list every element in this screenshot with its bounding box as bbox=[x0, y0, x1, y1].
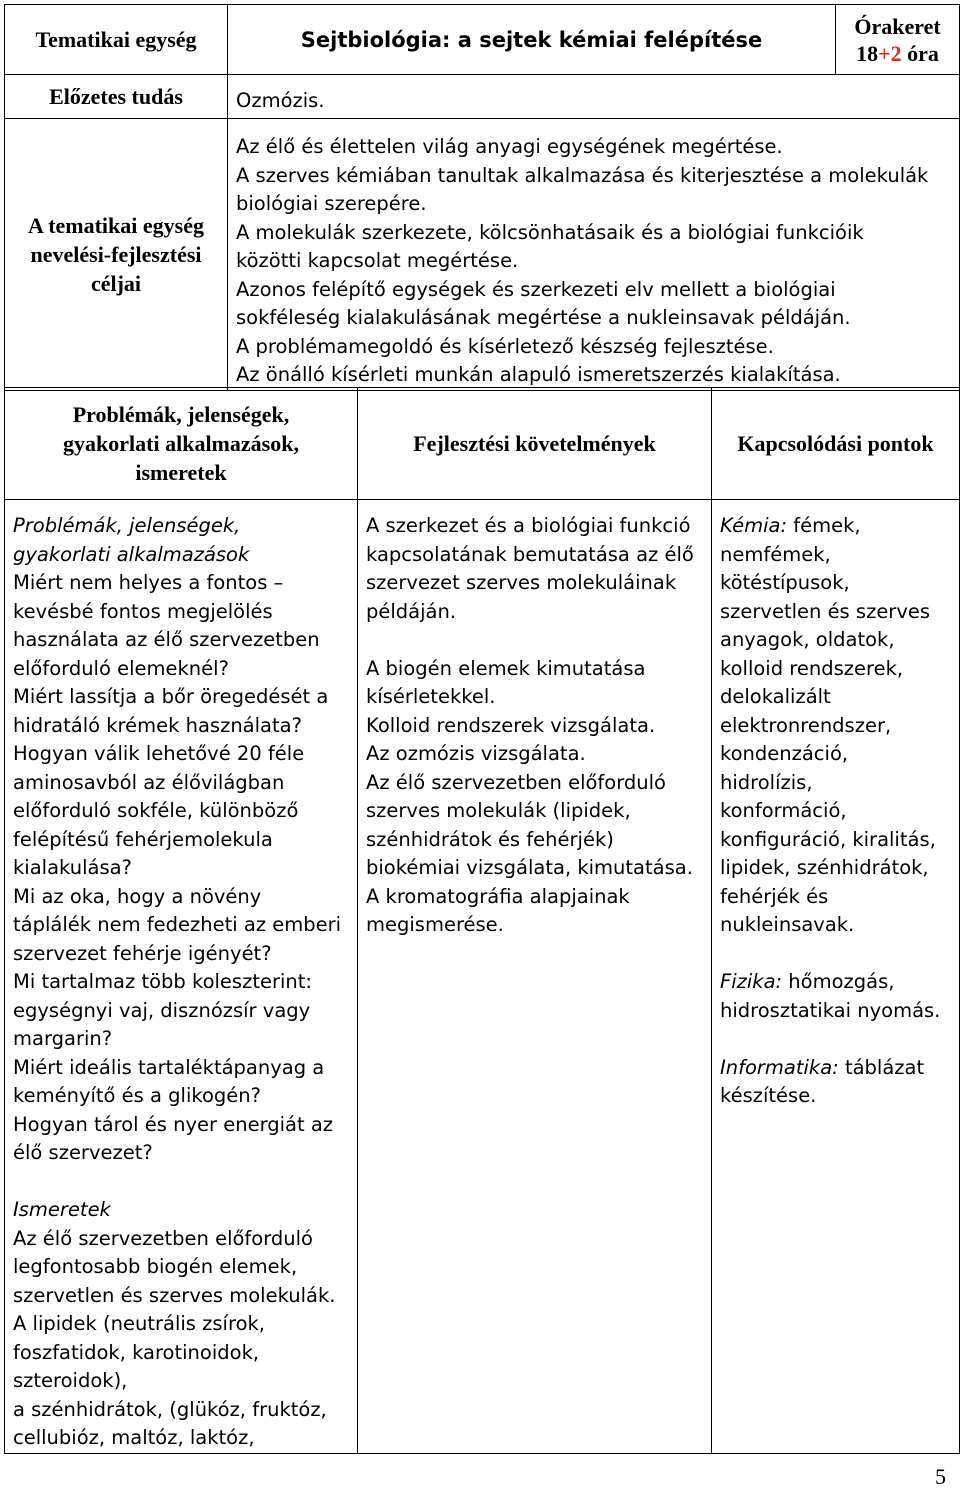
problem-line: keményítő és a glikogén? bbox=[13, 1084, 262, 1107]
unit-label: Tematikai egység bbox=[35, 26, 197, 52]
connection-line: konformáció, bbox=[720, 799, 847, 822]
page-number: 5 bbox=[935, 1464, 946, 1489]
goal-line: A szerves kémiában tanultak alkalmazása és kiterjesztése a molekulák bbox=[236, 163, 929, 187]
knowledge-line: legfontosabb biogén elemek, bbox=[13, 1255, 298, 1278]
knowledge-line: foszfatidok, karotinoidok, bbox=[13, 1340, 260, 1364]
problem-line: táplálék nem fedezheti az emberi bbox=[13, 913, 342, 936]
connection-line: készítése. bbox=[720, 1084, 817, 1107]
prior-knowledge-value: Ozmózis. bbox=[236, 89, 325, 112]
problems-title: Problémák, jelenségek, bbox=[13, 514, 241, 537]
problem-line: Miért nem helyes a fontos – bbox=[13, 571, 284, 594]
goals-label-line: A tematikai egység bbox=[28, 212, 204, 238]
knowledge-line: A lipidek (neutrális zsírok, bbox=[13, 1312, 265, 1335]
problem-line: Miért lassítja a bőr öregedését a bbox=[13, 685, 329, 708]
spacer bbox=[720, 1025, 951, 1054]
spacer bbox=[720, 940, 951, 969]
problem-line: Miért ideális tartaléktápanyag a bbox=[13, 1055, 325, 1079]
physics-connection: Fizika: hőmozgás, bbox=[720, 970, 895, 993]
goals-label-cell bbox=[5, 119, 228, 391]
problem-line: Hogyan tárol és nyer energiát az bbox=[13, 1112, 334, 1136]
requirement-line: Kolloid rendszerek vizsgálata. bbox=[366, 713, 656, 737]
informatics-subject: Informatika: bbox=[720, 1055, 839, 1079]
prior-knowledge-label: Előzetes tudás bbox=[49, 83, 183, 109]
requirement-line: szervezet szerves molekuláinak bbox=[366, 571, 677, 594]
goal-line: sokféleség kialakulásának megértése a nukleinsavak példáján. bbox=[236, 306, 851, 329]
hours-plus: +2 bbox=[878, 40, 902, 66]
unit-label-cell bbox=[5, 5, 228, 75]
problem-line: szervezet fehérje igényét? bbox=[13, 941, 272, 965]
requirement-line: A biogén elemek kimutatása bbox=[366, 656, 646, 680]
connection-line: hidrosztatikai nyomás. bbox=[720, 998, 941, 1022]
requirement-line: szerves molekulák (lipidek, bbox=[366, 799, 631, 822]
requirement-line: biokémiai vizsgálata, kimutatása. bbox=[366, 856, 693, 879]
connection-line: hidrolízis, bbox=[720, 770, 813, 794]
problem-line: Hogyan válik lehetővé 20 féle bbox=[13, 742, 305, 765]
hours-label: Órakeret bbox=[854, 13, 941, 39]
chemistry-connection: Kémia: fémek, bbox=[720, 514, 861, 537]
goals-label-line: céljai bbox=[90, 270, 142, 296]
knowledge-line: Az élő szervezetben előforduló bbox=[13, 1226, 313, 1250]
unit-title-cell bbox=[228, 5, 836, 75]
informatics-connection: Informatika: táblázat bbox=[720, 1055, 925, 1079]
connection-line: kolloid rendszerek, bbox=[720, 656, 904, 680]
requirement-line: A szerkezet és a biológiai funkció bbox=[366, 514, 691, 537]
requirement-line: megismerése. bbox=[366, 913, 504, 936]
problem-line: hidratáló krémek használata? bbox=[13, 713, 302, 737]
requirements-cell bbox=[358, 500, 712, 1454]
connection-line: kötéstípusok, bbox=[720, 571, 850, 594]
problem-line: előforduló sokféle, különböző bbox=[13, 799, 299, 822]
requirement-line: Az élő szervezetben előforduló bbox=[366, 770, 666, 794]
hours-value: 18+2 óra bbox=[856, 40, 939, 66]
knowledge-line: szteroidok), bbox=[13, 1369, 128, 1392]
col-header-requirements: Fejlesztési követelmények bbox=[358, 388, 712, 500]
connections-cell bbox=[712, 500, 960, 1454]
requirement-line: Az ozmózis vizsgálata. bbox=[366, 742, 586, 765]
knowledge-line: a szénhidrátok, (glükóz, fruktóz, bbox=[13, 1397, 327, 1421]
header-table bbox=[4, 4, 960, 391]
problem-line: Mi az oka, hogy a növény bbox=[13, 884, 262, 908]
connection-line: nemfémek, bbox=[720, 542, 831, 566]
problem-line: aminosavból az élővilágban bbox=[13, 770, 285, 794]
goal-line: Az önálló kísérleti munkán alapuló ismeretszerzés kialakítása. bbox=[236, 363, 841, 386]
prior-knowledge-label-cell bbox=[5, 75, 228, 119]
problem-line: margarin? bbox=[13, 1027, 113, 1050]
problems-cell bbox=[5, 500, 358, 1454]
problem-line: használata az élő szervezetben bbox=[13, 628, 320, 651]
problem-line: Mi tartalmaz több koleszterint: bbox=[13, 970, 312, 993]
spacer bbox=[13, 1168, 349, 1197]
connection-line: elektronrendszer, bbox=[720, 713, 892, 737]
prior-knowledge-value-cell bbox=[228, 75, 960, 119]
chemistry-subject: Kémia: bbox=[720, 514, 788, 537]
problem-line: élő szervezet? bbox=[13, 1141, 153, 1164]
knowledge-title: Ismeretek bbox=[13, 1198, 111, 1221]
goal-line: A molekulák szerkezete, kölcsönhatásaik és a biológiai funkcióik bbox=[236, 220, 864, 244]
problem-line: egységnyi vaj, disznózsír vagy bbox=[13, 998, 311, 1022]
requirement-line: példáján. bbox=[366, 599, 457, 623]
requirement-line: A kromatográfia alapjainak bbox=[366, 884, 630, 908]
problem-line: kevésbé fontos megjelölés bbox=[13, 599, 273, 623]
requirement-line: szénhidrátok és fehérjék) bbox=[366, 827, 614, 851]
knowledge-line: szervetlen és szerves molekulák. bbox=[13, 1283, 336, 1307]
connection-line: anyagok, oldatok, bbox=[720, 628, 895, 651]
spacer bbox=[366, 626, 703, 655]
goal-line: Az élő és élettelen világ anyagi egységének megértése. bbox=[236, 135, 783, 158]
connection-line: lipidek, szénhidrátok, bbox=[720, 856, 929, 879]
connection-line: delokalizált bbox=[720, 685, 831, 708]
connection-line: nukleinsavak. bbox=[720, 913, 855, 936]
col-header-connections: Kapcsolódási pontok bbox=[712, 388, 960, 500]
goal-line: A problémamegoldó és kísérletező készség fejlesztése. bbox=[236, 334, 774, 358]
goal-line: közötti kapcsolat megértése. bbox=[236, 249, 519, 272]
knowledge-line: cellubióz, maltóz, laktóz, bbox=[13, 1426, 255, 1449]
problem-line: felépítésű fehérjemolekula bbox=[13, 827, 273, 851]
physics-subject: Fizika: bbox=[720, 970, 783, 993]
goal-line: biológiai szerepére. bbox=[236, 192, 427, 215]
requirement-line: kísérletekkel. bbox=[366, 685, 496, 708]
hours-cell bbox=[836, 5, 960, 75]
unit-title: Sejtbiológia: a sejtek kémiai felépítése bbox=[300, 27, 763, 52]
content-table bbox=[4, 387, 960, 1454]
problems-title: gyakorlati alkalmazások bbox=[13, 542, 250, 566]
requirement-line: kapcsolatának bemutatása az élő bbox=[366, 542, 694, 566]
connection-line: kondenzáció, bbox=[720, 742, 849, 765]
goals-text-cell bbox=[228, 119, 960, 391]
connection-line: szervetlen és szerves bbox=[720, 599, 931, 623]
goal-line: Azonos felépítő egységek és szerkezeti elv mellett a biológiai bbox=[236, 277, 836, 301]
connection-line: fehérjék és bbox=[720, 884, 829, 908]
connection-line: konfiguráció, kiralitás, bbox=[720, 827, 936, 851]
problem-line: előforduló elemeknél? bbox=[13, 656, 229, 680]
goals-label-line: nevelési-fejlesztési bbox=[30, 241, 202, 267]
problem-line: kialakulása? bbox=[13, 856, 132, 879]
col-header-problems: Problémák, jelenségek, gyakorlati alkalmazások, ismeretek bbox=[5, 388, 358, 500]
